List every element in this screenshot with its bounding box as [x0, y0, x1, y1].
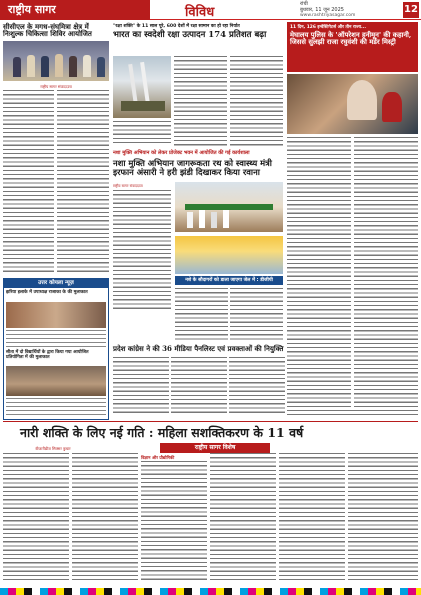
feature-byline: बीजारीब्रीज सिक्सर कुबार — [35, 446, 71, 451]
story5-body-col3 — [229, 357, 285, 415]
story3-photo — [287, 74, 418, 134]
story1-byline: राष्ट्रीय सागर संवाददाता — [40, 84, 72, 89]
story1-body — [3, 90, 54, 275]
story4-body-col2 — [175, 288, 228, 340]
story4-photo-caption: नशे के सौदागरों को डाला जाएगा जेल में : डीजीपी — [175, 276, 283, 285]
story3-body-col2 — [354, 137, 418, 407]
edition-city: रांची — [300, 1, 308, 7]
story2-kicker: "रक्षा शक्ति" के 11 साल पूरे, 600 देशों में रक्षा सामान का हो रहा निर्यात — [113, 24, 240, 29]
brief-box-title: उत्तर कोयला न्यूज़ — [4, 279, 108, 288]
story1-photo — [3, 41, 109, 81]
story3-kicker: 11 दिन, 126 इन्वेस्टिगेटर्स और तीन राज्य... — [290, 25, 366, 30]
feature-col5 — [279, 453, 345, 583]
feature-band: राष्ट्रीय सागर विशेष — [160, 443, 270, 453]
story5-body-col4 — [287, 410, 418, 415]
story2-headline: भारत का स्वदेशी रक्षा उत्पादन 174 प्रतिशत बढ़ा — [113, 30, 267, 40]
feature-col3 — [141, 461, 207, 583]
feature-col2 — [72, 453, 138, 583]
section-title: विविध — [185, 5, 215, 20]
newspaper-brand: राष्ट्रीय सागर — [0, 0, 150, 20]
brief-item2-text — [6, 398, 106, 418]
print-color-bar — [0, 588, 421, 595]
story4-photo2 — [175, 236, 283, 274]
brief-item1-headline: झरिया इलाके में उपाध्यक्ष राजाका के की मुलाकात — [6, 290, 88, 295]
story1-headline: सीसीएल के मगध-संघमित्रा क्षेत्र में निःशुल्क चिकित्सा शिविर आयोजित — [3, 22, 92, 39]
feature-col6 — [348, 453, 418, 583]
brief-item1-text — [6, 330, 106, 348]
story3-body-col1 — [287, 137, 351, 407]
story5-headline: प्रदेश कांग्रेस ने की 36 मीडिया पैनलिस्ट एवं प्रवक्ताओं की नियुक्ति — [113, 344, 284, 353]
story2-body-col2 — [230, 56, 283, 146]
brief-item2-headline: सीता में दो विद्यार्थियों के द्वारा किया गया आयोजित प्रतियोगिता में की मुलाकात — [6, 350, 89, 360]
story3-headline: मेघालय पुलिस के 'ऑपरेशन हनीमून' की कहानी, जिससे सुलझी राजा रघुवंशी की मर्डर मिस्ट्री — [290, 31, 412, 47]
story4-photo — [175, 182, 283, 232]
story5-body-col2 — [171, 357, 227, 415]
story5-body-col1 — [113, 357, 169, 415]
story2-photo — [113, 56, 171, 118]
edition-date: बुधवार, 11 जून 2025 — [300, 7, 344, 13]
section-divider — [3, 421, 418, 422]
story1-body-col2 — [57, 90, 109, 275]
feature-headline: नारी शक्ति के लिए नई गति : महिला सशक्तिकरण के 11 वर्ष — [20, 425, 304, 440]
story4-kicker: नशा मुक्ति अभियान को लेकर प्रोजेक्ट भवन में आयोजित की गई कार्यशाला — [113, 150, 250, 156]
feature-subhead: विज्ञान और प्रौद्योगिकी — [141, 455, 175, 460]
story4-body-col1 — [113, 190, 171, 312]
story4-body-col3 — [230, 288, 283, 340]
page-number: 12 — [403, 2, 419, 18]
brief-item2-photo — [6, 366, 106, 396]
website-text: www.rashtriyasagar.com — [300, 13, 356, 18]
feature-col4 — [210, 453, 276, 583]
story2-body-col3 — [113, 121, 171, 146]
story2-body-col1 — [174, 56, 227, 146]
brief-item1-photo — [6, 302, 106, 328]
feature-col1 — [3, 453, 69, 583]
story4-byline: राष्ट्रीय सागर संवाददाता — [113, 184, 143, 188]
story4-headline: नशा मुक्ति अभियान जागरूकता रथ को स्वास्थ्य मंत्री इरफान अंसारी ने हरी झंडी दिखाकर किया रवाना — [113, 158, 272, 177]
